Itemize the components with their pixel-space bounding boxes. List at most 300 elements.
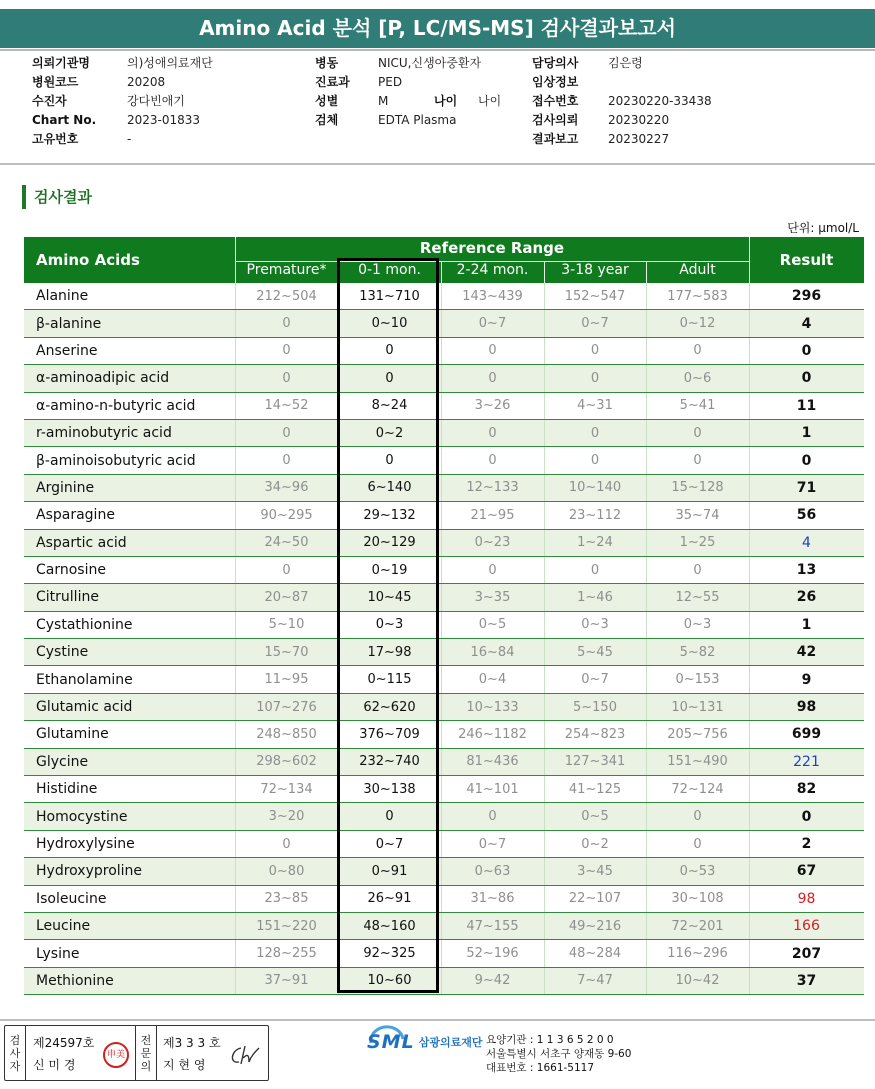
label-report-date: 결과보고 [532, 132, 579, 146]
reference-range-cell: 0~19 [371, 562, 408, 578]
value-institution: 의)성애의료재단 [127, 56, 213, 70]
results-table [24, 237, 864, 995]
column-divider [235, 283, 236, 309]
reference-range-cell: 1~24 [577, 535, 613, 551]
reference-range-cell: 3~45 [577, 863, 613, 879]
result-value: 1 [801, 616, 812, 633]
table-row [24, 447, 864, 474]
label-age: 나이 [434, 94, 458, 108]
result-value: 9 [801, 671, 812, 688]
column-divider [235, 310, 236, 336]
reference-range-cell: 34~96 [264, 480, 309, 496]
reference-range-cell: 0 [693, 343, 702, 359]
column-divider [646, 475, 647, 501]
column-divider [544, 310, 545, 336]
column-divider [235, 557, 236, 583]
table-row [24, 338, 864, 365]
column-divider [441, 721, 442, 747]
table-row [24, 612, 864, 639]
column-divider [338, 475, 339, 501]
label-receipt-no: 접수번호 [532, 94, 579, 108]
result-value: 1 [801, 425, 812, 442]
reference-range-cell: 0~10 [371, 316, 408, 332]
column-divider [441, 968, 442, 994]
column-divider [338, 694, 339, 720]
value-receipt-no: 20230220-33438 [608, 94, 712, 108]
reference-range-cell: 0~5 [581, 809, 609, 825]
reference-range-cell: 0 [590, 370, 600, 386]
column-divider [441, 310, 442, 336]
column-divider [646, 694, 647, 720]
reference-range-cell: 0~7 [478, 836, 507, 852]
column-divider [338, 502, 339, 528]
reference-range-cell: 72~134 [260, 781, 313, 797]
label-request-date: 검사의뢰 [532, 113, 579, 127]
column-divider [646, 365, 647, 391]
column-divider [441, 776, 442, 802]
reference-range-cell: 41~125 [568, 781, 622, 797]
reference-range-cell: 0 [282, 562, 291, 578]
reference-range-cell: 0~4 [478, 672, 507, 688]
column-divider [441, 803, 442, 829]
header-divider [646, 261, 647, 283]
reference-range-cell: 254~823 [564, 726, 626, 742]
reference-range-cell: 0 [693, 809, 702, 825]
reference-range-cell: 0~153 [675, 672, 720, 688]
column-divider [544, 749, 545, 775]
column-divider [544, 666, 545, 692]
column-divider [544, 803, 545, 829]
reference-range-cell: 4~31 [577, 398, 613, 414]
value-ward: NICU,신생아중환자 [378, 56, 482, 70]
result-value: 67 [796, 863, 817, 880]
column-divider [235, 803, 236, 829]
amino-acid-name: Ethanolamine [36, 671, 133, 688]
column-divider [338, 365, 339, 391]
column-divider [646, 749, 647, 775]
column-divider [441, 420, 442, 446]
reference-range-cell: 14~52 [264, 398, 309, 414]
reference-range-cell: 143~439 [462, 288, 523, 304]
reference-range-cell: 0 [693, 836, 702, 852]
table-row [24, 803, 864, 830]
reference-range-cell: 47~155 [466, 918, 519, 934]
label-institution: 의뢰기관명 [32, 56, 90, 70]
reference-range-cell: 0 [488, 343, 497, 359]
reference-range-cell: 0 [590, 453, 600, 469]
reference-range-cell: 298~602 [256, 754, 317, 770]
reference-range-cell: 212~504 [256, 288, 317, 304]
column-divider [544, 502, 545, 528]
amino-acid-name: β-alanine [36, 315, 102, 332]
table-row [24, 530, 864, 557]
column-divider [235, 831, 236, 857]
amino-acid-name: Glutamine [36, 726, 109, 743]
reference-range-cell: 16~84 [470, 644, 515, 660]
value-unique-no: - [127, 132, 132, 146]
column-divider [441, 530, 442, 556]
subheader-3-18-year: 3-18 year [561, 262, 629, 278]
amino-acid-name: Methionine [36, 972, 114, 989]
reference-range-cell: 0 [590, 425, 600, 441]
column-divider [338, 913, 339, 939]
table-row [24, 557, 864, 584]
reference-range-cell: 5~150 [573, 699, 617, 715]
reference-range-cell: 246~1182 [458, 726, 527, 742]
column-divider [338, 283, 339, 309]
column-divider [544, 886, 545, 912]
reference-range-cell: 248~850 [256, 726, 317, 742]
reference-range-cell: 0~12 [679, 316, 716, 332]
specialist-signature [227, 1042, 261, 1068]
column-divider [646, 913, 647, 939]
result-value: 0 [801, 342, 812, 359]
amino-acid-name: α-aminoadipic acid [36, 370, 170, 387]
header-divider [338, 261, 339, 283]
column-divider [646, 530, 647, 556]
result-value: 98 [797, 890, 816, 907]
reference-range-cell: 0~3 [581, 617, 609, 633]
column-divider [441, 365, 442, 391]
header-divider [441, 261, 442, 283]
sml-logo [367, 1031, 482, 1053]
column-divider [235, 530, 236, 556]
reference-range-cell: 151~490 [667, 754, 728, 770]
column-divider [441, 913, 442, 939]
reference-range-cell: 10~140 [568, 480, 622, 496]
header-amino-acids: Amino Acids [36, 251, 140, 269]
column-divider [544, 393, 545, 419]
column-divider [544, 557, 545, 583]
reference-range-cell: 20~129 [363, 535, 416, 551]
divider [0, 49, 875, 51]
value-report-date: 20230227 [608, 132, 670, 146]
table-body [24, 283, 864, 995]
specialist-name: 지 현 영 [163, 1058, 206, 1072]
column-divider [235, 338, 236, 364]
amino-acid-name: Hydroxyproline [36, 863, 143, 880]
result-value: 699 [791, 726, 822, 743]
reference-range-cell: 3~26 [474, 398, 511, 414]
reference-range-cell: 5~82 [679, 644, 716, 660]
table-row [24, 393, 864, 420]
column-divider [441, 858, 442, 884]
reference-range-cell: 35~74 [675, 507, 720, 523]
reference-range-cell: 72~124 [671, 781, 724, 797]
column-divider [646, 393, 647, 419]
column-divider [646, 666, 647, 692]
value-age: 나이 [478, 94, 502, 108]
reference-range-cell: 0 [385, 453, 394, 469]
amino-acid-name: Glutamic acid [36, 699, 133, 716]
reference-range-cell: 31~86 [470, 891, 515, 907]
column-divider [338, 310, 339, 336]
reference-range-cell: 5~41 [679, 398, 716, 414]
column-divider [338, 831, 339, 857]
result-value: 13 [796, 562, 817, 579]
reference-range-cell: 72~201 [671, 918, 724, 934]
reference-range-cell: 0 [488, 425, 497, 441]
reference-range-cell: 151~220 [256, 918, 317, 934]
amino-acid-name: Cystathionine [36, 616, 133, 633]
table-row [24, 310, 864, 337]
result-value: 221 [793, 753, 820, 770]
header-result: Result [779, 251, 834, 269]
reference-range-cell: 8~24 [371, 398, 408, 414]
column-divider [235, 447, 236, 473]
value-sex: M [378, 94, 389, 108]
column-divider [441, 557, 442, 583]
label-specimen: 검체 [315, 113, 339, 127]
column-divider [646, 283, 647, 309]
reference-range-cell: 0~63 [474, 863, 511, 879]
label-clinical-info: 임상정보 [532, 75, 579, 89]
result-value: 37 [796, 972, 817, 989]
reference-range-cell: 107~276 [256, 699, 317, 715]
result-value: 0 [801, 452, 812, 469]
column-divider [646, 831, 647, 857]
amino-acid-name: Glycine [36, 753, 89, 770]
column-divider [235, 475, 236, 501]
column-divider [544, 475, 545, 501]
table-row [24, 584, 864, 611]
reference-range-cell: 6~140 [367, 480, 412, 496]
amino-acid-name: β-aminoisobutyric acid [36, 452, 196, 469]
reference-range-cell: 12~133 [466, 480, 519, 496]
column-divider [646, 776, 647, 802]
reference-range-cell: 0~7 [478, 316, 507, 332]
reference-range-cell: 24~50 [264, 535, 309, 551]
column-divider [646, 803, 647, 829]
column-divider [235, 393, 236, 419]
column-divider [235, 694, 236, 720]
column-divider [338, 721, 339, 747]
label-patient: 수진자 [32, 94, 67, 108]
amino-acid-name: Cystine [36, 644, 89, 661]
reference-range-cell: 0 [282, 836, 291, 852]
table-row [24, 940, 864, 967]
column-divider [235, 420, 236, 446]
reference-range-cell: 1~25 [679, 535, 716, 551]
table-row [24, 666, 864, 693]
label-department: 진료과 [315, 75, 350, 89]
column-divider [338, 858, 339, 884]
column-divider [441, 749, 442, 775]
divider [0, 163, 875, 165]
column-divider [235, 584, 236, 610]
reference-range-cell: 0 [282, 343, 291, 359]
reference-range-cell: 81~436 [466, 754, 519, 770]
reference-range-cell: 0 [385, 809, 394, 825]
reference-range-cell: 26~91 [367, 891, 412, 907]
column-divider [441, 831, 442, 857]
subheader-2-24-mon: 2-24 mon. [456, 262, 529, 278]
examiner-license-no: 제24597호 [33, 1036, 95, 1050]
column-divider [235, 612, 236, 638]
unit-label: 단위: μmol/L [787, 221, 859, 235]
reference-range-cell: 0 [693, 453, 702, 469]
reference-range-cell: 22~107 [568, 891, 622, 907]
reference-range-cell: 0~2 [375, 425, 404, 441]
result-value: 0 [801, 370, 812, 387]
result-value: 11 [796, 397, 817, 414]
column-divider [235, 749, 236, 775]
label-sex: 성별 [315, 94, 339, 108]
column-divider [338, 530, 339, 556]
reference-range-cell: 0 [282, 316, 291, 332]
reference-range-cell: 10~60 [367, 973, 412, 989]
column-divider [338, 749, 339, 775]
amino-acid-name: Homocystine [36, 808, 128, 825]
reference-range-cell: 30~108 [671, 891, 724, 907]
table-row [24, 283, 864, 310]
label-doctor: 담당의사 [532, 56, 579, 70]
value-request-date: 20230220 [608, 113, 670, 127]
subheader-0-1-mon: 0-1 mon. [358, 262, 421, 278]
reference-range-cell: 0 [488, 562, 497, 578]
report-title: Amino Acid 분석 [P, LC/MS-MS] 검사결과보고서 [0, 9, 875, 48]
table-row [24, 776, 864, 803]
column-divider [441, 639, 442, 665]
column-divider [338, 940, 339, 966]
reference-range-cell: 0~7 [581, 672, 609, 688]
column-divider [646, 612, 647, 638]
column-divider [544, 776, 545, 802]
column-divider [338, 393, 339, 419]
table-row [24, 365, 864, 392]
column-divider [441, 502, 442, 528]
value-chart-no: 2023-01833 [127, 113, 201, 127]
column-divider [544, 283, 545, 309]
result-value: 166 [793, 918, 820, 935]
amino-acid-name: Hydroxylysine [36, 836, 135, 852]
column-divider [235, 502, 236, 528]
amino-acid-name: Carnosine [36, 562, 106, 579]
result-value: 4 [801, 315, 812, 332]
amino-acid-name: Alanine [36, 288, 89, 305]
column-divider [235, 776, 236, 802]
table-row [24, 968, 864, 995]
column-divider [544, 447, 545, 473]
column-divider [338, 612, 339, 638]
reference-range-cell: 177~583 [667, 288, 728, 304]
column-divider [544, 858, 545, 884]
reference-range-cell: 0~115 [367, 672, 412, 688]
result-value: 0 [801, 808, 812, 825]
column-divider [646, 310, 647, 336]
column-divider [338, 968, 339, 994]
table-row [24, 858, 864, 885]
reference-range-cell: 48~284 [568, 946, 622, 962]
column-divider [235, 639, 236, 665]
column-divider [646, 584, 647, 610]
reference-range-cell: 21~95 [470, 507, 515, 523]
column-divider [338, 803, 339, 829]
column-divider [544, 420, 545, 446]
reference-range-cell: 0 [693, 562, 702, 578]
reference-range-cell: 5~45 [577, 644, 613, 660]
section-title: 검사결과 [22, 185, 92, 209]
column-divider [441, 283, 442, 309]
reference-range-cell: 15~128 [671, 480, 724, 496]
reference-range-cell: 131~710 [359, 288, 420, 304]
column-divider [441, 612, 442, 638]
amino-acid-name: α-amino-n-butyric acid [36, 397, 196, 414]
column-divider [544, 913, 545, 939]
reference-range-cell: 0~80 [268, 863, 305, 879]
lab-contact [486, 1033, 631, 1075]
column-divider [441, 338, 442, 364]
reference-range-cell: 0~53 [679, 863, 716, 879]
column-divider [338, 639, 339, 665]
column-divider [544, 365, 545, 391]
amino-acid-name: Histidine [36, 781, 98, 798]
reference-range-cell: 23~85 [264, 891, 309, 907]
reference-range-cell: 62~620 [363, 699, 416, 715]
amino-acid-name: Lysine [36, 945, 80, 962]
column-divider [544, 831, 545, 857]
reference-range-cell: 0~23 [474, 535, 511, 551]
column-divider [441, 475, 442, 501]
amino-acid-name: Arginine [36, 479, 95, 496]
amino-acid-name: r-aminobutyric acid [36, 425, 172, 442]
table-row [24, 721, 864, 748]
table-header [24, 237, 864, 283]
reference-range-cell: 23~112 [568, 507, 622, 523]
column-divider [441, 584, 442, 610]
value-department: PED [378, 75, 403, 89]
amino-acid-name: Anserine [36, 342, 98, 359]
result-value: 56 [796, 507, 817, 524]
reference-range-cell: 116~296 [667, 946, 728, 962]
column-divider [338, 584, 339, 610]
reference-range-cell: 128~255 [256, 946, 317, 962]
reference-range-cell: 0 [385, 370, 394, 386]
reference-range-cell: 232~740 [359, 754, 420, 770]
reference-range-cell: 0 [282, 425, 291, 441]
reference-range-cell: 0 [590, 562, 600, 578]
column-divider [544, 612, 545, 638]
column-divider [338, 886, 339, 912]
reference-range-cell: 0~91 [371, 863, 408, 879]
column-divider [338, 776, 339, 802]
subheader-adult: Adult [679, 262, 716, 278]
column-divider [646, 447, 647, 473]
reference-range-cell: 376~709 [359, 726, 420, 742]
reference-range-cell: 0 [590, 343, 600, 359]
result-value: 2 [801, 836, 812, 852]
label-chart-no: Chart No. [32, 113, 97, 127]
reference-range-cell: 152~547 [564, 288, 626, 304]
reference-range-cell: 0~2 [581, 836, 609, 852]
result-value: 71 [796, 479, 817, 496]
label-ward: 병동 [315, 56, 339, 70]
reference-range-cell: 41~101 [466, 781, 519, 797]
column-divider [441, 393, 442, 419]
column-divider [646, 557, 647, 583]
reference-range-cell: 0 [488, 809, 497, 825]
column-divider [646, 940, 647, 966]
column-divider [646, 721, 647, 747]
column-divider [646, 886, 647, 912]
column-divider [441, 694, 442, 720]
value-patient: 강다빈애기 [127, 94, 185, 108]
column-divider [544, 694, 545, 720]
logo-org-name: 삼광의료재단 [418, 1036, 483, 1049]
reference-range-cell: 3~35 [474, 589, 511, 605]
table-row [24, 694, 864, 721]
reference-range-cell: 0 [385, 343, 394, 359]
